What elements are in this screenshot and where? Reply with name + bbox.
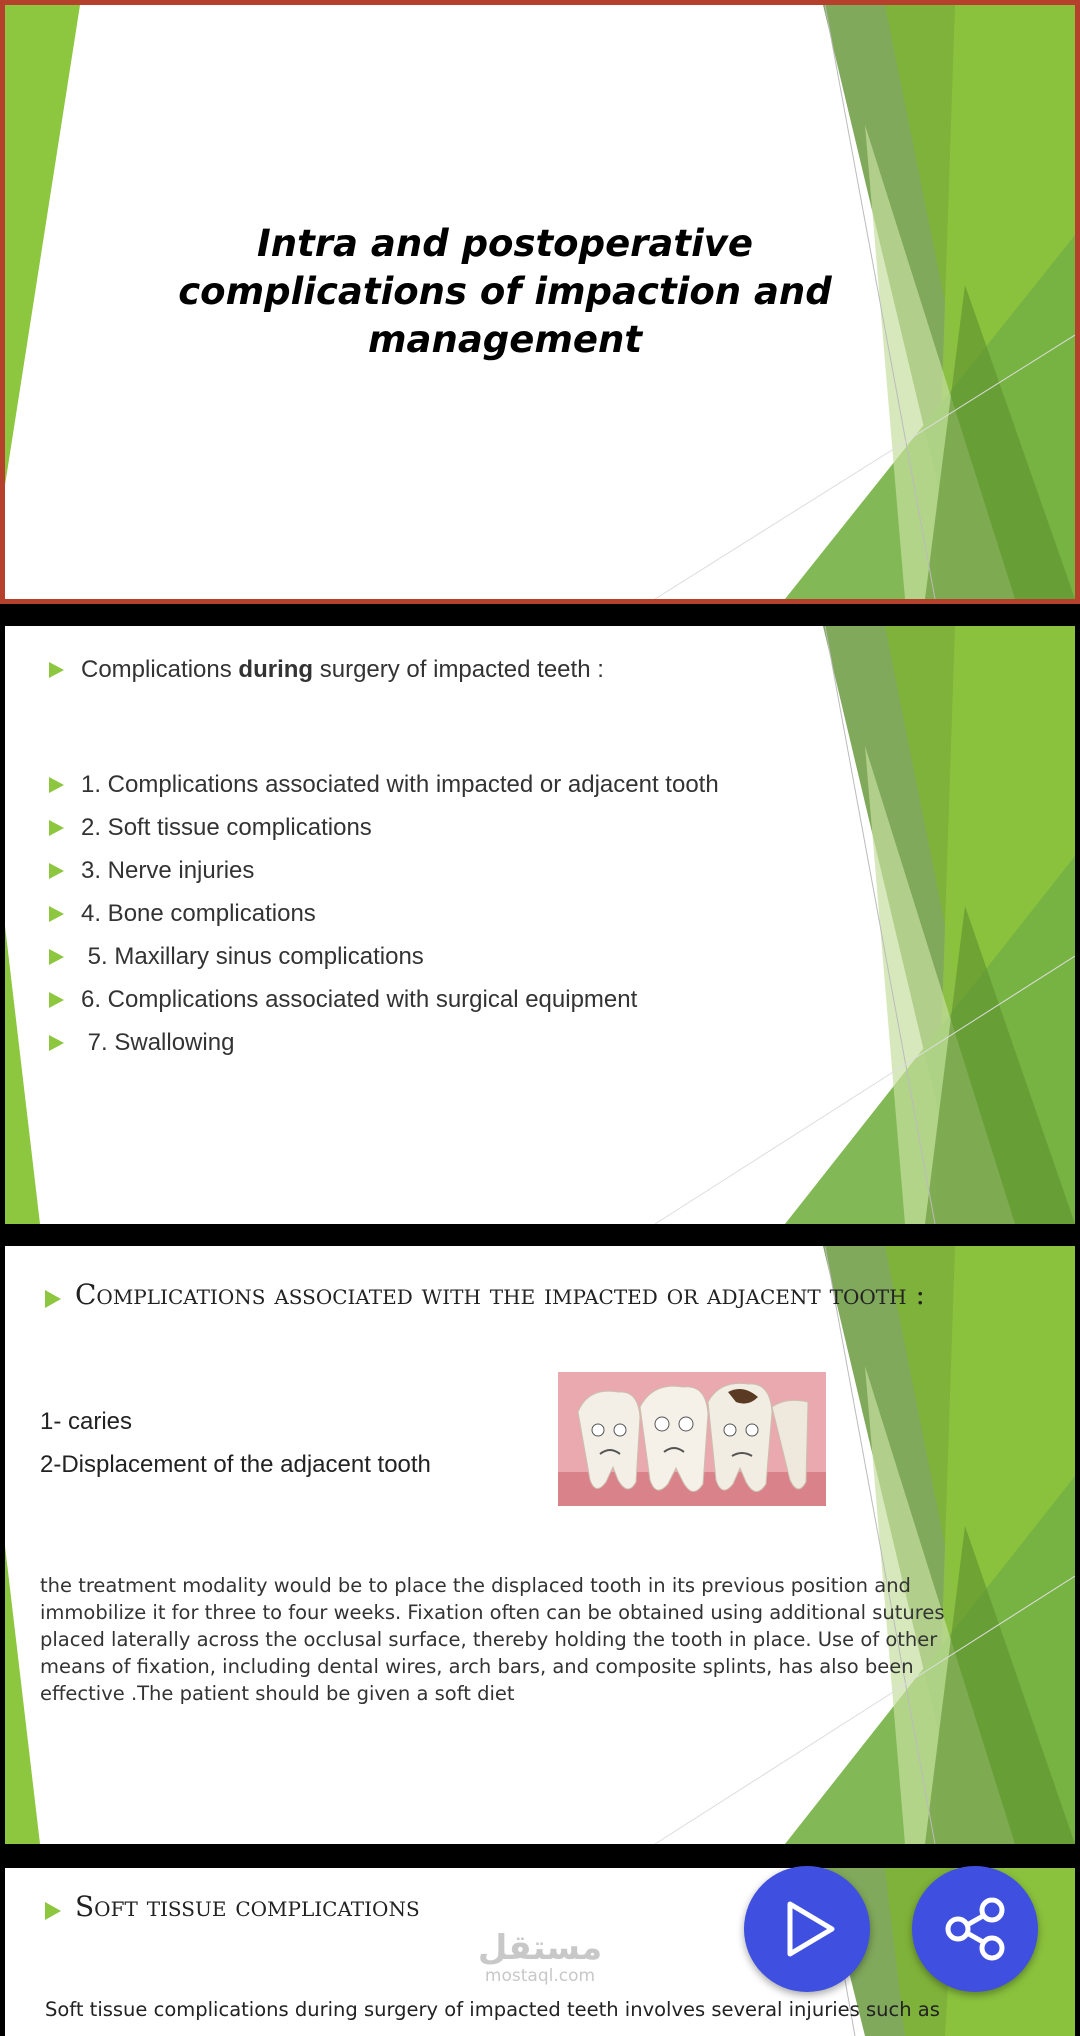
bullet-triangle-icon (49, 906, 64, 922)
bullet-triangle-icon (49, 662, 64, 678)
list-item: 7. Swallowing (49, 1021, 719, 1064)
complications-list (49, 648, 719, 1064)
list-item: 1. Complications associated with impacted or adjacent tooth (49, 763, 719, 806)
share-button[interactable] (912, 1866, 1038, 1992)
caries-line: 1- caries (40, 1408, 133, 1435)
cartoon-teeth-image (558, 1372, 826, 1506)
list-item: 5. Maxillary sinus complications (49, 935, 719, 978)
bullet-triangle-icon (49, 949, 64, 965)
emphasis-during: during (238, 656, 314, 683)
play-button[interactable] (744, 1866, 870, 1992)
slide-heading: Complications associated with the impacted or adjacent tooth : (43, 1276, 1055, 1314)
bullet-triangle-icon (49, 820, 64, 836)
soft-tissue-paragraph: Soft tissue complications during surgery of impacted teeth involves several injuries such as (45, 1998, 940, 2021)
bullet-triangle-icon (45, 1290, 61, 1308)
bullet-triangle-icon (49, 863, 64, 879)
slide-complications-list (5, 626, 1075, 1224)
bullet-triangle-icon (49, 992, 64, 1008)
list-item: 3. Nerve injuries (49, 849, 719, 892)
list-item-intro: Complications during surgery of impacted teeth : (49, 648, 719, 691)
list-item: 2. Soft tissue complications (49, 806, 719, 849)
mostaql-watermark: مستقل mostaql.com (477, 1928, 603, 1986)
list-item: 6. Complications associated with surgical equipment (49, 978, 719, 1021)
play-icon (744, 1866, 870, 1992)
slide-title-text: Intra and postoperative complications of impaction and management (178, 222, 832, 361)
slide-heading: Soft tissue complications (43, 1888, 1055, 1926)
slide-title (0, 0, 1080, 604)
displacement-line: 2-Displacement of the adjacent tooth (40, 1451, 431, 1478)
bullet-triangle-icon (49, 1035, 64, 1051)
bullet-triangle-icon (49, 777, 64, 793)
treatment-paragraph: the treatment modality would be to place the displaced tooth in its previous position and immobilize it for three to four weeks. Fixation often can be obtained using additional sutures placed laterally across the occlusal surface, thereby holding the tooth in place. Use of other means of fixation, including dental wires, arch bars, and composite splints, has also been effective .The patient should be given a soft diet (40, 1574, 945, 1705)
list-item: 4. Bone complications (49, 892, 719, 935)
green-decoration (5, 1246, 1075, 1844)
slide-adjacent-tooth (5, 1246, 1075, 1844)
bullet-triangle-icon (45, 1902, 61, 1920)
share-icon (912, 1866, 1038, 1992)
